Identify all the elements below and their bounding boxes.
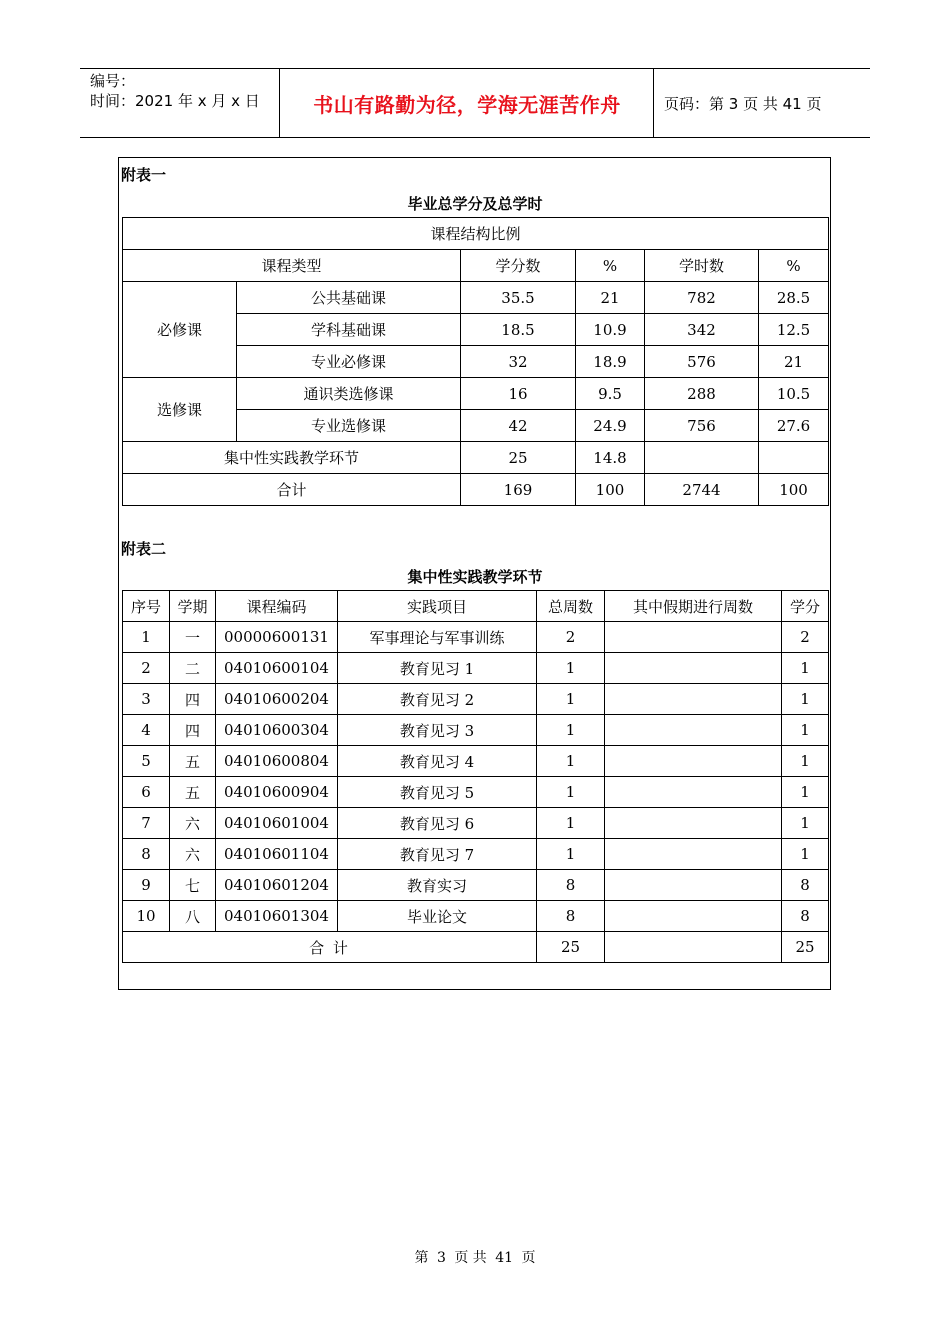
header-cell: 总周数 (537, 591, 605, 622)
table-cell: 一 (170, 622, 216, 653)
footer-mid: 页 共 (454, 1250, 487, 1266)
table-row (123, 777, 829, 808)
table-cell: 10.5 (759, 378, 829, 410)
table-cell: 教育见习 4 (338, 746, 537, 777)
table-cell: 1 (537, 684, 605, 715)
table-cell: 04010601204 (216, 870, 338, 901)
table-cell: 1 (537, 839, 605, 870)
table-cell: 04010600304 (216, 715, 338, 746)
table-cell: 8 (123, 839, 170, 870)
table-cell (605, 808, 782, 839)
header-motto: 书山有路勤为径，学海无涯苦作舟 (281, 69, 654, 137)
table-cell: 2744 (645, 474, 759, 506)
table-cell: 4 (123, 715, 170, 746)
table-cell: 100 (576, 474, 645, 506)
table-cell: 合计 (123, 474, 461, 506)
table-cell: 1 (123, 622, 170, 653)
table-cell: 35.5 (461, 282, 576, 314)
group-cell: 选修课 (123, 378, 237, 442)
table-cell: 100 (759, 474, 829, 506)
table-cell: 1 (782, 808, 829, 839)
header-cell: 实践项目 (338, 591, 537, 622)
table-row (123, 839, 829, 870)
table-cell: 5 (123, 746, 170, 777)
credits-summary-table (122, 217, 829, 506)
page-header (80, 68, 870, 138)
header-meta (80, 69, 280, 137)
table-cell: 教育见习 2 (338, 684, 537, 715)
table-cell: 04010600204 (216, 684, 338, 715)
table-cell: 毕业论文 (338, 901, 537, 932)
table-cell: 00000600131 (216, 622, 338, 653)
table-cell: 教育见习 7 (338, 839, 537, 870)
table-cell: 二 (170, 653, 216, 684)
table-cell: 288 (645, 378, 759, 410)
table-total-row (123, 474, 829, 506)
table-row (123, 746, 829, 777)
table-cell: 10 (123, 901, 170, 932)
table-cell (605, 932, 782, 963)
table1-caption: 课程结构比例 (123, 218, 829, 250)
table-cell: 教育见习 3 (338, 715, 537, 746)
table-cell: 27.6 (759, 410, 829, 442)
header-page-info: 页码：第 3 页 共 41 页 (664, 94, 822, 113)
table-cell: 32 (461, 346, 576, 378)
table-cell: 12.5 (759, 314, 829, 346)
table2-title: 集中性实践教学环节 (407, 568, 543, 586)
table-cell: 军事理论与军事训练 (338, 622, 537, 653)
table-cell: 8 (782, 901, 829, 932)
table-cell: 六 (170, 808, 216, 839)
table-cell: 04010601104 (216, 839, 338, 870)
table-cell: 9.5 (576, 378, 645, 410)
table-cell: 04010601304 (216, 901, 338, 932)
group-cell: 必修课 (123, 282, 237, 378)
table-cell: 16 (461, 378, 576, 410)
header-cell: 课程类型 (123, 250, 461, 282)
table-cell: 9 (123, 870, 170, 901)
table-cell (605, 715, 782, 746)
table-cell: 10.9 (576, 314, 645, 346)
table-cell: 七 (170, 870, 216, 901)
table-cell: 1 (537, 808, 605, 839)
header-cell: 其中假期进行周数 (605, 591, 782, 622)
footer-suffix: 页 (521, 1250, 536, 1266)
table-cell: 1 (782, 715, 829, 746)
table-cell: 3 (123, 684, 170, 715)
footer-page-number: 3 (436, 1250, 446, 1266)
table-cell (605, 746, 782, 777)
table-cell: 五 (170, 746, 216, 777)
table-cell: 八 (170, 901, 216, 932)
table-cell: 1 (782, 684, 829, 715)
table-cell (645, 442, 759, 474)
header-cell: % (759, 250, 829, 282)
table-cell: 教育见习 6 (338, 808, 537, 839)
header-cell: 学分 (782, 591, 829, 622)
table-cell: 1 (782, 839, 829, 870)
table-cell: 集中性实践教学环节 (123, 442, 461, 474)
table-cell: 24.9 (576, 410, 645, 442)
table-cell (605, 901, 782, 932)
table-cell: 学科基础课 (237, 314, 461, 346)
table-cell (605, 777, 782, 808)
table-cell (605, 870, 782, 901)
header-cell: 学期 (170, 591, 216, 622)
table-cell: 专业必修课 (237, 346, 461, 378)
table-header-row (123, 250, 829, 282)
table-cell: 04010601004 (216, 808, 338, 839)
table-cell: 通识类选修课 (237, 378, 461, 410)
table-cell: 教育见习 1 (338, 653, 537, 684)
table-cell: 教育实习 (338, 870, 537, 901)
table-cell: 7 (123, 808, 170, 839)
time-label: 时间：2021 年 x 月 x 日 (90, 92, 260, 110)
table-row (123, 218, 829, 250)
header-cell: 序号 (123, 591, 170, 622)
table-row (123, 653, 829, 684)
table-cell: 14.8 (576, 442, 645, 474)
table-cell: 04010600104 (216, 653, 338, 684)
table-cell: 28.5 (759, 282, 829, 314)
table-cell: 五 (170, 777, 216, 808)
table-cell: 8 (782, 870, 829, 901)
footer-prefix: 第 (414, 1250, 429, 1266)
table-cell: 2 (782, 622, 829, 653)
table-row (123, 282, 829, 314)
table-cell: 专业选修课 (237, 410, 461, 442)
table-cell: 169 (461, 474, 576, 506)
table-cell: 18.5 (461, 314, 576, 346)
table-cell: 1 (537, 746, 605, 777)
table-cell: 756 (645, 410, 759, 442)
table-cell: 04010600904 (216, 777, 338, 808)
page-footer (0, 1247, 950, 1267)
table-row (123, 378, 829, 410)
table-cell: 8 (537, 901, 605, 932)
table2-section-label: 附表二 (121, 540, 167, 558)
header-cell: 学时数 (645, 250, 759, 282)
table-cell: 六 (170, 839, 216, 870)
table-row (123, 622, 829, 653)
table-row (123, 442, 829, 474)
table-cell: 576 (645, 346, 759, 378)
table-cell (605, 653, 782, 684)
table-row (123, 684, 829, 715)
table-cell: 1 (782, 746, 829, 777)
table1-title: 毕业总学分及总学时 (407, 195, 543, 213)
table-cell: 2 (537, 622, 605, 653)
table-cell: 25 (461, 442, 576, 474)
footer-total-pages: 41 (495, 1250, 514, 1266)
table-cell (605, 622, 782, 653)
table-cell: 教育见习 5 (338, 777, 537, 808)
table-cell (759, 442, 829, 474)
table-cell (605, 684, 782, 715)
table-row (123, 715, 829, 746)
table-row (123, 870, 829, 901)
table-cell: 1 (537, 653, 605, 684)
table-cell: 21 (759, 346, 829, 378)
table-cell: 2 (123, 653, 170, 684)
table-cell: 公共基础课 (237, 282, 461, 314)
table-header-row (123, 591, 829, 622)
table-cell: 1 (537, 777, 605, 808)
table-cell: 04010600804 (216, 746, 338, 777)
table-cell: 342 (645, 314, 759, 346)
table-cell: 782 (645, 282, 759, 314)
table-cell: 1 (782, 653, 829, 684)
table-cell: 1 (537, 715, 605, 746)
table-total-row (123, 932, 829, 963)
header-cell: 学分数 (461, 250, 576, 282)
table1-section-label: 附表一 (121, 166, 167, 184)
table-cell: 42 (461, 410, 576, 442)
table-cell (605, 839, 782, 870)
table-cell: 1 (782, 777, 829, 808)
table-row (123, 901, 829, 932)
table-cell: 25 (782, 932, 829, 963)
table-cell: 合 计 (123, 932, 537, 963)
table-cell: 18.9 (576, 346, 645, 378)
table-row (123, 808, 829, 839)
table-cell: 四 (170, 715, 216, 746)
header-cell: % (576, 250, 645, 282)
table-cell: 21 (576, 282, 645, 314)
practice-table (122, 590, 829, 963)
table-cell: 8 (537, 870, 605, 901)
table-cell: 6 (123, 777, 170, 808)
table-cell: 25 (537, 932, 605, 963)
header-cell: 课程编码 (216, 591, 338, 622)
table-cell: 四 (170, 684, 216, 715)
number-label: 编号： (90, 72, 136, 90)
